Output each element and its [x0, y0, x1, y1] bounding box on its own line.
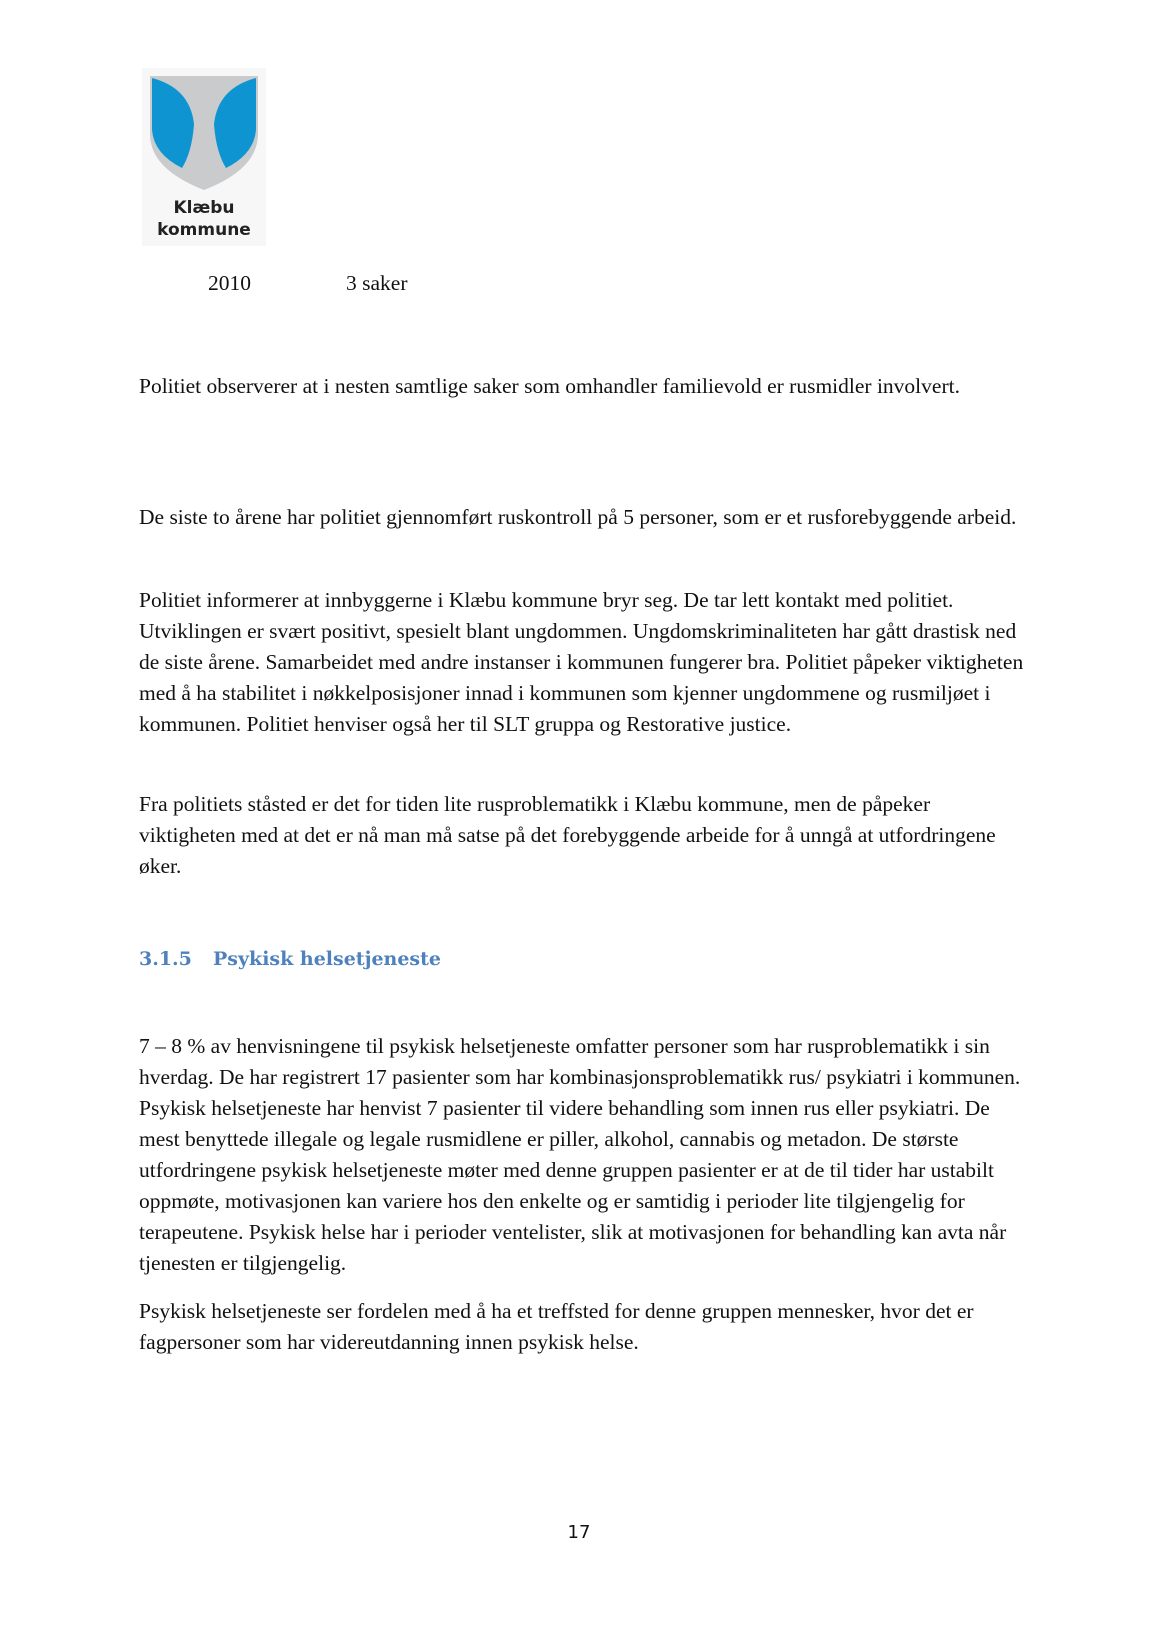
section-number: 3.1.5 [139, 948, 192, 970]
logo-text-line1: Klæbu [173, 198, 235, 218]
stats-count: 3 saker [346, 271, 408, 295]
paragraph: Fra politiets ståsted er det for tiden lite rusproblematikk i Klæbu kommune, men de påpeker viktigheten med at det er nå man må satse på det forebyggende arbeide for å unngå at utfordringene øker. [139, 792, 996, 878]
logo-text-line2: kommune [157, 220, 251, 240]
page-number: 17 [567, 1522, 591, 1543]
paragraph: De siste to årene har politiet gjennomført ruskontroll på 5 personer, som er et rusforebyggende arbeid. [139, 505, 1017, 529]
section-heading [139, 948, 441, 970]
section-title: Psykisk helsetjeneste [213, 948, 441, 970]
paragraph: Politiet informerer at innbyggerne i Klæbu kommune bryr seg. De tar lett kontakt med politiet. Utviklingen er svært positivt, spesielt blant ungdommen. Ungdomskriminaliteten har gått drastisk ned de siste årene. Samarbeidet med andre instanser i kommunen fungerer bra. Politiet påpeker viktigheten med å ha stabilitet i nøkkelposisjoner innad i kommunen som kjenner ungdommene og rusmiljøet i kommunen. Politiet henviser også her til SLT gruppa og Restorative justice. [139, 588, 1024, 736]
section-paragraph: Psykisk helsetjeneste ser fordelen med å ha et treffsted for denne gruppen mennesker, hvor det er fagpersoner som har videreutdanning innen psykisk helse. [139, 1299, 974, 1354]
coat-of-arms-icon [148, 74, 260, 192]
paragraph: Politiet observerer at i nesten samtlige saker som omhandler familievold er rusmidler involvert. [139, 374, 960, 398]
stats-year: 2010 [208, 271, 251, 295]
section-paragraph: 7 – 8 % av henvisningene til psykisk helsetjeneste omfatter personer som har rusproblematikk i sin hverdag. De har registrert 17 pasienter som har kombinasjonsproblematikk rus/ psykiatri i kommunen. Psykisk helsetjeneste har henvist 7 pasienter til videre behandling som innen rus eller psykiatri. De mest benyttede illegale og legale rusmidlene er piller, alkohol, cannabis og metadon. De største utfordringene psykisk helsetjeneste møter med denne gruppen pasienter er at de til tider har ustabilt oppmøte, motivasjonen kan variere hos den enkelte og er samtidig i perioder lite tilgjengelig for terapeutene. Psykisk helse har i perioder ventelister, slik at motivasjonen for behandling kan avta når tjenesten er tilgjengelig. [139, 1034, 1021, 1275]
klaebu-kommune-logo [142, 68, 266, 246]
